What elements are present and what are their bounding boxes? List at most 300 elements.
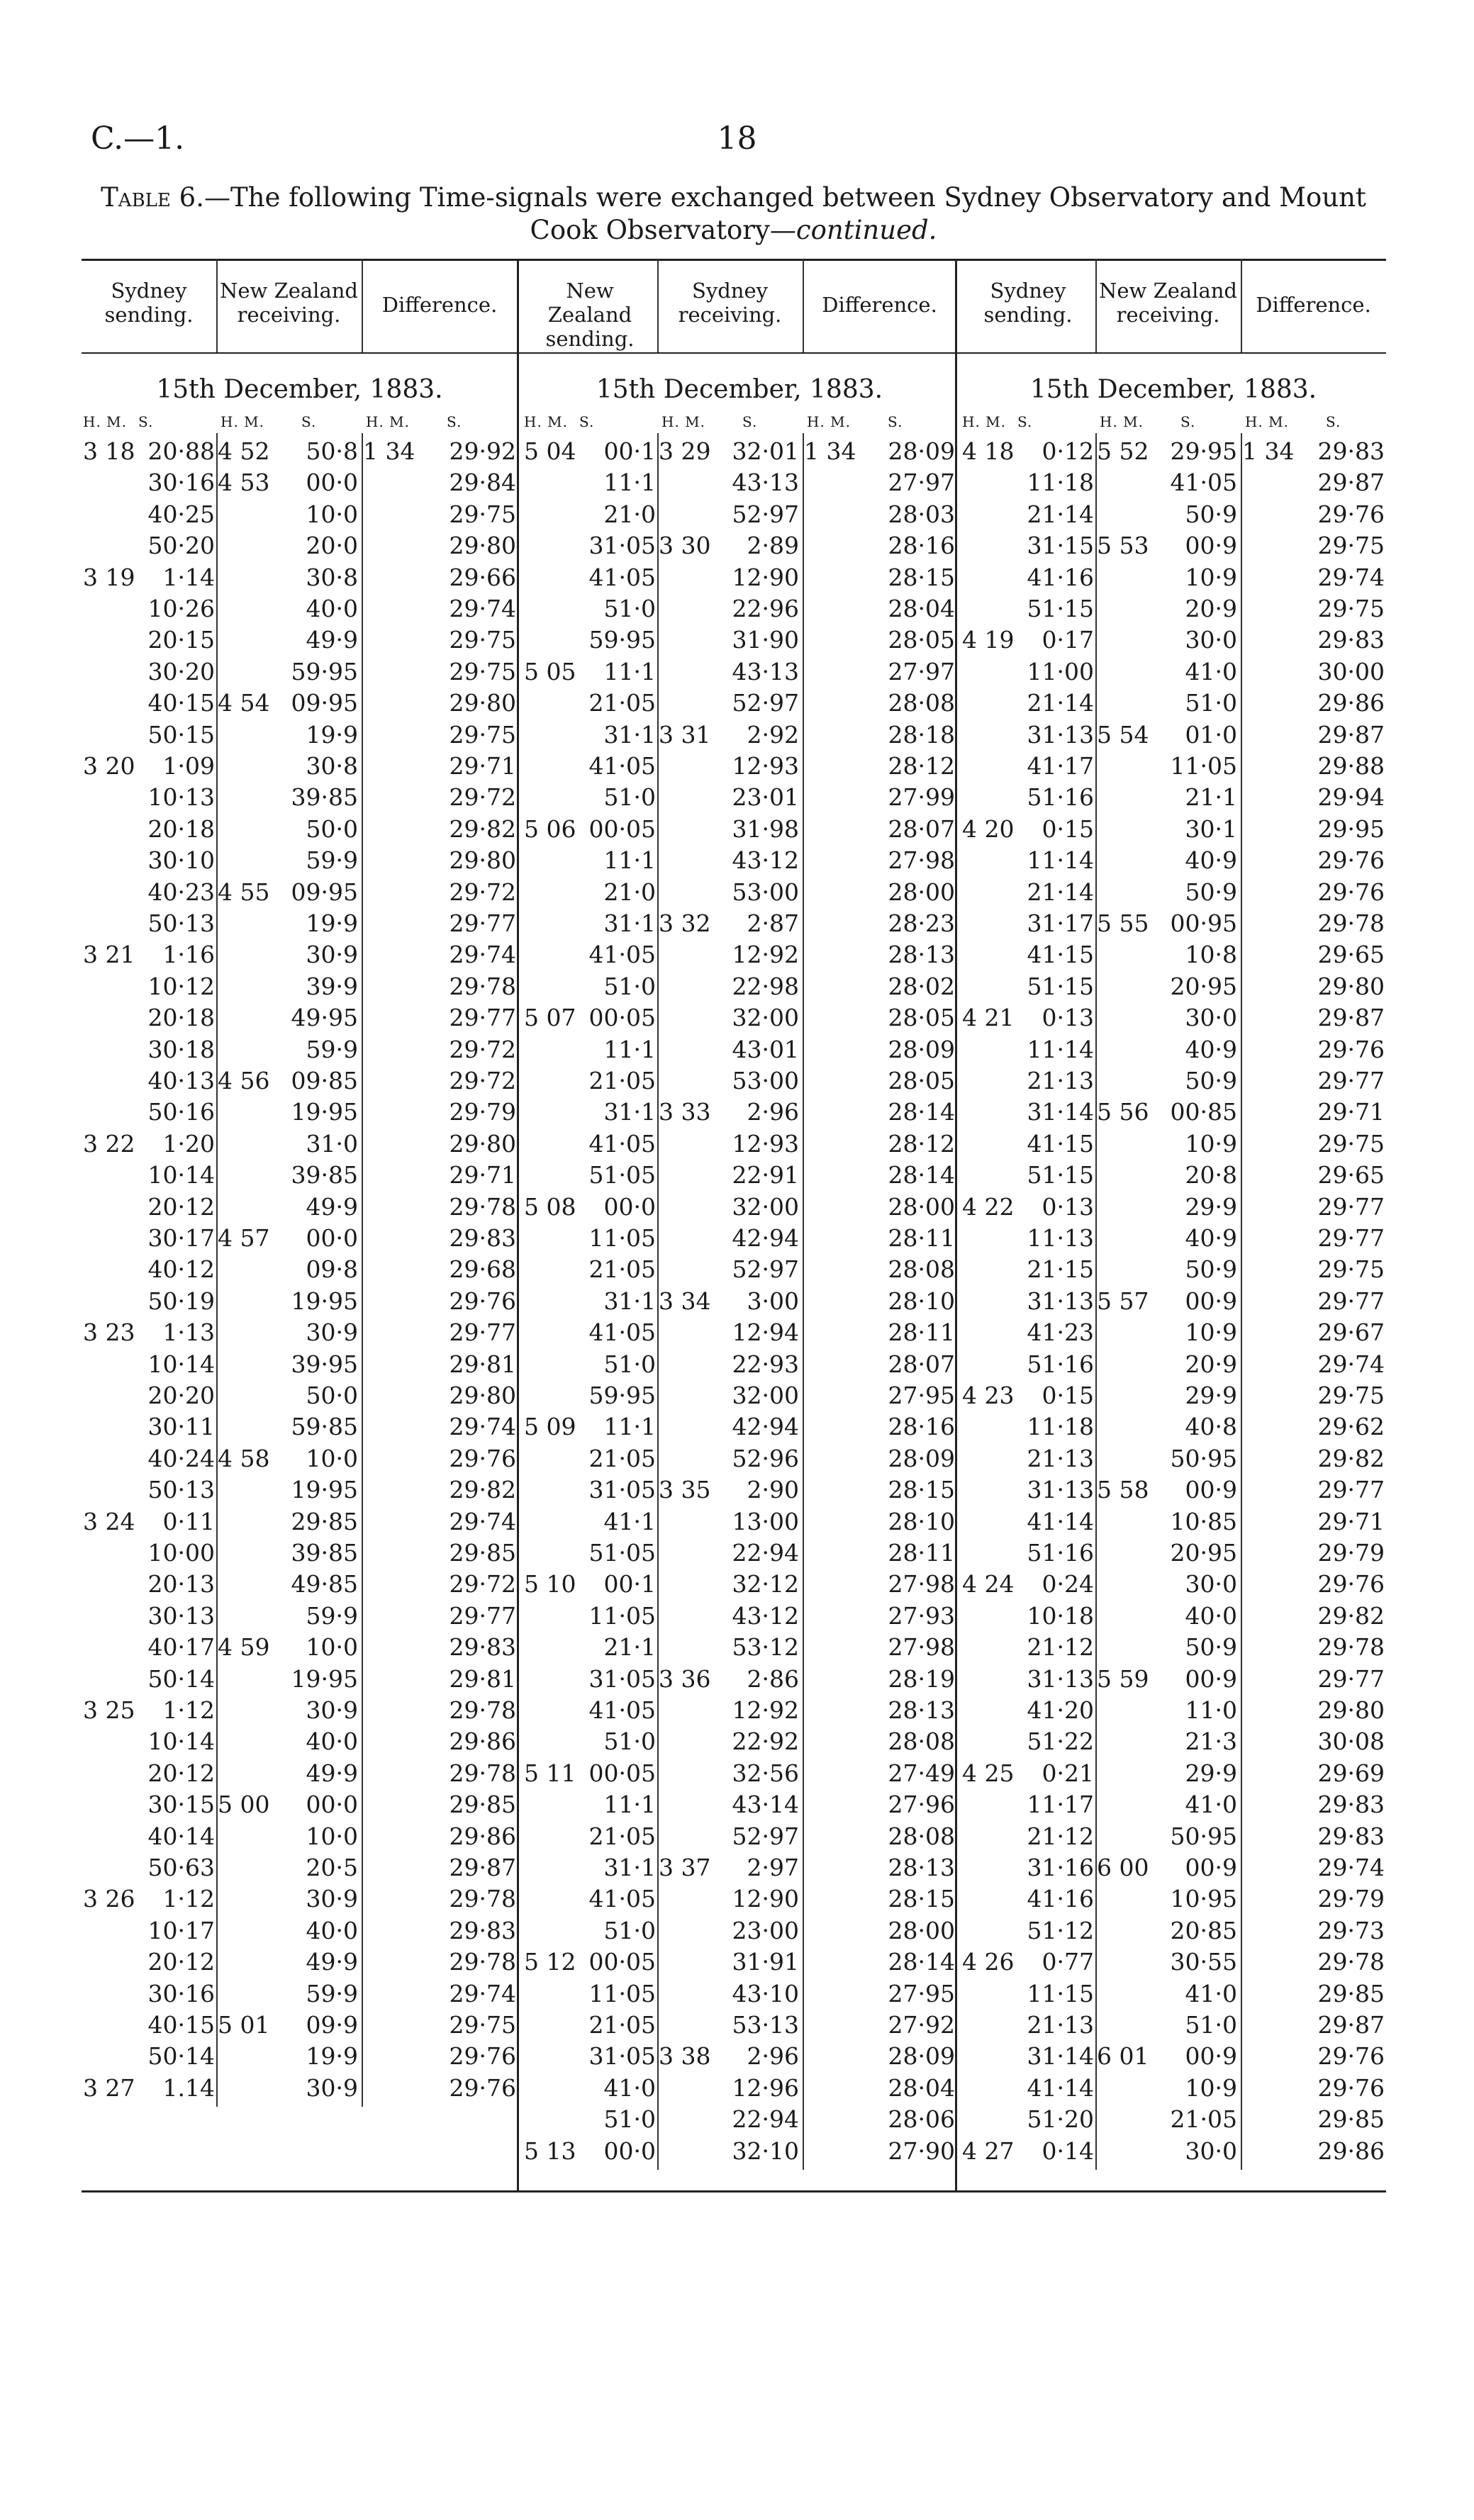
seconds-cell: 1·20 xyxy=(162,1129,215,1158)
seconds-cell: 40·23 xyxy=(147,878,215,906)
hour-minute-cell: 4 24 xyxy=(962,1570,1015,1598)
seconds-cell: 00·0 xyxy=(603,2137,656,2165)
hour-minute-cell: 4 58 xyxy=(218,1444,270,1472)
seconds-cell: 31·98 xyxy=(732,814,799,843)
hour-minute-cell: 4 57 xyxy=(218,1224,270,1252)
seconds-cell: 21·05 xyxy=(588,1444,656,1472)
seconds-cell: 41·20 xyxy=(1027,1696,1094,1724)
seconds-cell: 43·13 xyxy=(732,657,799,685)
table-row xyxy=(523,1883,956,1915)
seconds-cell: 1·16 xyxy=(162,941,215,969)
table-row xyxy=(523,1380,956,1411)
table-row xyxy=(961,2104,1386,2135)
seconds-cell: 27·95 xyxy=(888,1979,955,2007)
seconds-cell: 12·92 xyxy=(732,1696,799,1724)
seconds-cell: 30·18 xyxy=(147,1035,215,1063)
header-column-rule xyxy=(657,259,659,352)
seconds-cell: 28·16 xyxy=(888,532,955,560)
seconds-cell: 29·83 xyxy=(449,1633,516,1662)
seconds-cell: 10·9 xyxy=(1185,1129,1237,1158)
time-signals-table xyxy=(82,259,1386,2520)
hour-minute-cell: 3 29 xyxy=(659,437,711,465)
seconds-cell: 10·14 xyxy=(147,1350,215,1378)
table-row xyxy=(82,656,518,688)
table-row xyxy=(523,1506,956,1538)
seconds-cell: 41·0 xyxy=(1185,657,1237,685)
table-row xyxy=(523,1223,956,1254)
seconds-cell: 11·18 xyxy=(1027,469,1094,497)
seconds-cell: 29·83 xyxy=(1317,1791,1385,1819)
seconds-cell: 29·78 xyxy=(1317,1633,1385,1662)
unit-label: S. xyxy=(138,413,154,430)
table-row xyxy=(961,877,1386,908)
table-row xyxy=(961,467,1386,498)
hour-minute-cell: 3 37 xyxy=(659,1854,711,1881)
seconds-cell: 29·69 xyxy=(1317,1759,1385,1787)
table-row xyxy=(961,1002,1386,1034)
seconds-cell: 29·80 xyxy=(449,1129,516,1158)
seconds-cell: 10·9 xyxy=(1185,563,1237,591)
seconds-cell: 00·05 xyxy=(588,1004,656,1032)
seconds-cell: 22·94 xyxy=(732,2105,799,2134)
table-row xyxy=(523,1411,956,1443)
header-column-rule xyxy=(216,259,218,352)
table-row xyxy=(961,436,1386,467)
seconds-cell: 41·0 xyxy=(1185,1979,1237,2007)
seconds-cell: 51·16 xyxy=(1027,1539,1094,1567)
seconds-cell: 29·74 xyxy=(1317,563,1385,591)
seconds-cell: 30·0 xyxy=(1185,1570,1237,1598)
table-row xyxy=(961,688,1386,719)
seconds-cell: 29·94 xyxy=(1317,783,1385,812)
hour-minute-cell: 4 59 xyxy=(218,1633,270,1662)
seconds-cell: 50·13 xyxy=(147,1476,215,1504)
table-row xyxy=(961,908,1386,939)
seconds-cell: 29·74 xyxy=(449,1979,516,2007)
seconds-cell: 28·07 xyxy=(888,1350,955,1378)
seconds-cell: 51·0 xyxy=(603,972,656,1000)
seconds-cell: 29·75 xyxy=(449,720,516,749)
seconds-cell: 29·65 xyxy=(1317,1161,1385,1189)
unit-label: S. xyxy=(1326,413,1341,430)
table-row xyxy=(961,530,1386,561)
seconds-cell: 29·81 xyxy=(449,1664,516,1693)
seconds-cell: 59·9 xyxy=(306,846,358,875)
table-row xyxy=(961,593,1386,625)
seconds-cell: 2·90 xyxy=(747,1476,799,1504)
seconds-cell: 51·15 xyxy=(1027,595,1094,622)
table-bottom-rule xyxy=(82,2190,1386,2193)
seconds-cell: 2·87 xyxy=(747,909,799,937)
hour-minute-cell: 6 01 xyxy=(1097,2042,1149,2071)
seconds-cell: 20·8 xyxy=(1185,1161,1237,1189)
table-row xyxy=(523,1569,956,1600)
caption-continued: continued. xyxy=(795,215,937,245)
table-row xyxy=(523,656,956,688)
table-row xyxy=(523,1129,956,1160)
seconds-cell: 1·09 xyxy=(162,752,215,780)
table-row xyxy=(82,877,518,908)
seconds-cell: 32·01 xyxy=(732,437,799,465)
seconds-cell: 40·17 xyxy=(147,1633,215,1662)
table-row xyxy=(523,845,956,876)
table-row xyxy=(82,2041,518,2072)
seconds-cell: 29·76 xyxy=(449,2042,516,2071)
seconds-cell: 0·17 xyxy=(1042,626,1094,654)
column-header: Difference. xyxy=(1256,293,1371,317)
seconds-cell: 27·90 xyxy=(888,2137,955,2165)
seconds-cell: 29·77 xyxy=(449,1601,516,1630)
hour-minute-cell: 3 32 xyxy=(659,909,711,937)
seconds-cell: 29·83 xyxy=(1317,437,1385,465)
seconds-cell: 21·12 xyxy=(1027,1633,1094,1662)
seconds-cell: 10·9 xyxy=(1185,1318,1237,1347)
seconds-cell: 00·9 xyxy=(1185,1664,1237,1693)
seconds-cell: 27·95 xyxy=(888,1382,955,1409)
table-row xyxy=(961,1883,1386,1915)
table-row xyxy=(523,1821,956,1852)
seconds-cell: 31·14 xyxy=(1027,1098,1094,1126)
header-column-rule xyxy=(362,259,363,352)
seconds-cell: 31·91 xyxy=(732,1948,799,1976)
table-row xyxy=(82,1601,518,1632)
seconds-cell: 51·16 xyxy=(1027,783,1094,812)
table-row xyxy=(82,1664,518,1695)
seconds-cell: 28·04 xyxy=(888,595,955,622)
seconds-cell: 00·9 xyxy=(1185,1854,1237,1881)
hour-minute-cell: 4 18 xyxy=(962,437,1015,465)
table-row xyxy=(961,656,1386,688)
seconds-cell: 21·05 xyxy=(588,1255,656,1284)
table-row xyxy=(82,1129,518,1160)
seconds-cell: 28·04 xyxy=(888,2073,955,2102)
seconds-cell: 21·15 xyxy=(1027,1255,1094,1284)
seconds-cell: 39·95 xyxy=(291,1350,358,1378)
seconds-cell: 10·0 xyxy=(306,1822,358,1850)
seconds-cell: 29·77 xyxy=(1317,1664,1385,1693)
seconds-cell: 49·85 xyxy=(291,1570,358,1598)
seconds-cell: 29·77 xyxy=(1317,1067,1385,1094)
seconds-cell: 29·83 xyxy=(449,1224,516,1252)
table-row xyxy=(82,1632,518,1663)
seconds-cell: 31·05 xyxy=(588,2042,656,2071)
seconds-cell: 11·13 xyxy=(1027,1224,1094,1252)
table-row xyxy=(523,593,956,625)
hour-minute-cell: 3 22 xyxy=(83,1129,135,1158)
table-row xyxy=(523,530,956,561)
seconds-cell: 1·12 xyxy=(162,1885,215,1913)
seconds-cell: 41·05 xyxy=(588,1696,656,1724)
seconds-cell: 29·85 xyxy=(1317,2105,1385,2134)
seconds-cell: 31·15 xyxy=(1027,532,1094,560)
seconds-cell: 29·75 xyxy=(449,626,516,654)
table-row xyxy=(523,1065,956,1097)
seconds-cell: 10·85 xyxy=(1170,1507,1237,1535)
hour-minute-cell: 3 26 xyxy=(83,1885,135,1913)
table-row xyxy=(523,1317,956,1348)
seconds-cell: 11·1 xyxy=(603,469,656,497)
seconds-cell: 00·0 xyxy=(603,1192,656,1221)
seconds-cell: 00·0 xyxy=(306,1791,358,1819)
seconds-cell: 29·86 xyxy=(1317,689,1385,717)
seconds-cell: 2·86 xyxy=(747,1664,799,1693)
seconds-cell: 10·95 xyxy=(1170,1885,1237,1913)
table-row xyxy=(523,1192,956,1223)
seconds-cell: 10·00 xyxy=(147,1539,215,1567)
seconds-cell: 20·95 xyxy=(1170,1539,1237,1567)
seconds-cell: 28·11 xyxy=(888,1318,955,1347)
table-row xyxy=(82,1852,518,1883)
hour-minute-cell: 4 22 xyxy=(962,1192,1015,1221)
seconds-cell: 41·05 xyxy=(588,1318,656,1347)
hour-minute-cell: 4 53 xyxy=(218,469,270,497)
seconds-cell: 20·95 xyxy=(1170,972,1237,1000)
seconds-cell: 22·96 xyxy=(732,595,799,622)
seconds-cell: 41·23 xyxy=(1027,1318,1094,1347)
seconds-cell: 21·05 xyxy=(588,689,656,717)
seconds-cell: 21·1 xyxy=(603,1633,656,1662)
hour-minute-cell: 4 26 xyxy=(962,1948,1015,1976)
seconds-cell: 09·95 xyxy=(291,878,358,906)
seconds-cell: 28·00 xyxy=(888,878,955,906)
table-row xyxy=(82,1411,518,1443)
seconds-cell: 30·55 xyxy=(1170,1948,1237,1976)
seconds-cell: 11·14 xyxy=(1027,846,1094,875)
seconds-cell: 21·05 xyxy=(1170,2105,1237,2134)
seconds-cell: 29·75 xyxy=(1317,595,1385,622)
seconds-cell: 28·14 xyxy=(888,1948,955,1976)
table-row xyxy=(82,1034,518,1065)
table-row xyxy=(961,2073,1386,2104)
seconds-cell: 21·0 xyxy=(603,878,656,906)
seconds-cell: 32·00 xyxy=(732,1192,799,1221)
seconds-cell: 00·85 xyxy=(1170,1098,1237,1126)
seconds-cell: 59·95 xyxy=(588,1382,656,1409)
table-row xyxy=(523,1852,956,1883)
seconds-cell: 28·09 xyxy=(888,1035,955,1063)
seconds-cell: 43·13 xyxy=(732,469,799,497)
seconds-cell: 50·14 xyxy=(147,2042,215,2071)
hour-minute-cell: 4 52 xyxy=(218,437,270,465)
seconds-cell: 43·01 xyxy=(732,1035,799,1063)
table-row xyxy=(961,782,1386,813)
seconds-cell: 00·9 xyxy=(1185,2042,1237,2071)
hour-minute-cell: 5 58 xyxy=(1097,1476,1149,1504)
table-row xyxy=(523,1978,956,2010)
seconds-cell: 29·76 xyxy=(1317,1570,1385,1598)
table-row xyxy=(82,1097,518,1128)
seconds-cell: 09·95 xyxy=(291,689,358,717)
seconds-cell: 28·09 xyxy=(888,437,955,465)
table-row xyxy=(82,562,518,593)
seconds-cell: 41·1 xyxy=(603,1507,656,1535)
seconds-cell: 29·72 xyxy=(449,1067,516,1094)
seconds-cell: 00·95 xyxy=(1170,909,1237,937)
seconds-cell: 19·9 xyxy=(306,2042,358,2071)
seconds-cell: 27·96 xyxy=(888,1791,955,1819)
seconds-cell: 28·08 xyxy=(888,1822,955,1850)
seconds-cell: 20·5 xyxy=(306,1854,358,1881)
seconds-cell: 20·15 xyxy=(147,626,215,654)
seconds-cell: 31·1 xyxy=(603,1287,656,1315)
seconds-cell: 12·93 xyxy=(732,1129,799,1158)
table-row xyxy=(523,1097,956,1128)
seconds-cell: 29·9 xyxy=(1185,1382,1237,1409)
seconds-cell: 32·00 xyxy=(732,1004,799,1032)
seconds-cell: 11·14 xyxy=(1027,1035,1094,1063)
seconds-cell: 29·74 xyxy=(1317,1350,1385,1378)
seconds-cell: 31·90 xyxy=(732,626,799,654)
table-row xyxy=(523,782,956,813)
page-header-code: C.—1. xyxy=(91,121,185,157)
table-row xyxy=(82,1160,518,1191)
seconds-cell: 59·95 xyxy=(588,626,656,654)
seconds-cell: 28·00 xyxy=(888,1192,955,1221)
seconds-cell: 49·9 xyxy=(306,1192,358,1221)
seconds-cell: 29·86 xyxy=(449,1822,516,1850)
hour-minute-cell: 3 25 xyxy=(83,1696,135,1724)
seconds-cell: 1·12 xyxy=(162,1696,215,1724)
seconds-cell: 39·85 xyxy=(291,1161,358,1189)
seconds-cell: 41·15 xyxy=(1027,1129,1094,1158)
seconds-cell: 29·62 xyxy=(1317,1413,1385,1441)
seconds-cell: 30·20 xyxy=(147,657,215,685)
table-row xyxy=(961,939,1386,970)
table-row xyxy=(523,1286,956,1317)
seconds-cell: 42·94 xyxy=(732,1224,799,1252)
hour-minute-cell: 3 33 xyxy=(659,1098,711,1126)
seconds-cell: 53·00 xyxy=(732,878,799,906)
seconds-cell: 22·98 xyxy=(732,972,799,1000)
seconds-cell: 21·12 xyxy=(1027,1822,1094,1850)
table-row xyxy=(523,2136,956,2167)
seconds-cell: 31·13 xyxy=(1027,1287,1094,1315)
table-row xyxy=(82,1380,518,1411)
hour-minute-cell: 4 19 xyxy=(962,626,1015,654)
table-row xyxy=(82,436,518,467)
seconds-cell: 29·92 xyxy=(449,437,516,465)
seconds-cell: 12·92 xyxy=(732,941,799,969)
seconds-cell: 10·0 xyxy=(306,500,358,528)
seconds-cell: 40·8 xyxy=(1185,1413,1237,1441)
seconds-cell: 41·05 xyxy=(588,1129,656,1158)
seconds-cell: 21·0 xyxy=(603,500,656,528)
column-header: Difference. xyxy=(381,293,498,317)
seconds-cell: 10·18 xyxy=(1027,1601,1094,1630)
table-row xyxy=(961,1317,1386,1348)
unit-label: H. M. xyxy=(1100,413,1144,430)
seconds-cell: 22·94 xyxy=(732,1539,799,1567)
seconds-cell: 29·95 xyxy=(1170,437,1237,465)
seconds-cell: 29·80 xyxy=(449,532,516,560)
hour-minute-cell: 5 04 xyxy=(524,437,576,465)
table-row xyxy=(523,719,956,751)
seconds-cell: 51·0 xyxy=(1185,689,1237,717)
seconds-cell: 00·9 xyxy=(1185,1287,1237,1315)
seconds-cell: 20·18 xyxy=(147,814,215,843)
table-row xyxy=(82,782,518,813)
seconds-cell: 51·0 xyxy=(603,595,656,622)
seconds-cell: 12·94 xyxy=(732,1318,799,1347)
seconds-cell: 28·15 xyxy=(888,563,955,591)
table-row xyxy=(523,562,956,593)
seconds-cell: 30·8 xyxy=(306,752,358,780)
seconds-cell: 29·76 xyxy=(1317,2042,1385,2071)
hour-minute-cell: 1 34 xyxy=(804,437,856,465)
column-header: Difference. xyxy=(822,293,937,317)
table-row xyxy=(82,1223,518,1254)
seconds-cell: 40·0 xyxy=(1185,1601,1237,1630)
block-date-title: 15th December, 1883. xyxy=(1029,375,1317,404)
seconds-cell: 28·08 xyxy=(888,689,955,717)
seconds-cell: 29·72 xyxy=(449,783,516,812)
hour-minute-cell: 5 53 xyxy=(1097,532,1149,560)
caption-text: —The following Time-signals were exchanged between Sydney Observatory and Mount Cook Observatory— xyxy=(203,182,1366,245)
seconds-cell: 29·76 xyxy=(1317,878,1385,906)
seconds-cell: 29·79 xyxy=(1317,1885,1385,1913)
seconds-cell: 20·0 xyxy=(306,532,358,560)
table-row xyxy=(82,1758,518,1789)
table-row xyxy=(523,1664,956,1695)
seconds-cell: 11·00 xyxy=(1027,657,1094,685)
seconds-cell: 29·87 xyxy=(1317,1004,1385,1032)
seconds-cell: 29·87 xyxy=(1317,720,1385,749)
seconds-cell: 28·09 xyxy=(888,1444,955,1472)
seconds-cell: 50·9 xyxy=(1185,500,1237,528)
seconds-cell: 10·12 xyxy=(147,972,215,1000)
hour-minute-cell: 5 52 xyxy=(1097,437,1149,465)
seconds-cell: 50·9 xyxy=(1185,1633,1237,1662)
seconds-cell: 29·80 xyxy=(1317,972,1385,1000)
seconds-cell: 31·14 xyxy=(1027,2042,1094,2071)
table-row xyxy=(82,2010,518,2041)
seconds-cell: 29·75 xyxy=(1317,1382,1385,1409)
seconds-cell: 31·05 xyxy=(588,532,656,560)
seconds-cell: 51·0 xyxy=(603,783,656,812)
seconds-cell: 21·13 xyxy=(1027,1444,1094,1472)
table-row xyxy=(961,562,1386,593)
hour-minute-cell: 5 05 xyxy=(524,657,576,685)
seconds-cell: 19·95 xyxy=(291,1664,358,1693)
table-row xyxy=(961,1443,1386,1474)
seconds-cell: 00·05 xyxy=(588,1948,656,1976)
hour-minute-cell: 5 07 xyxy=(524,1004,576,1032)
table-row xyxy=(523,939,956,970)
seconds-cell: 30·10 xyxy=(147,846,215,875)
block-separator-rule xyxy=(517,259,519,2190)
hour-minute-cell: 3 18 xyxy=(83,437,135,465)
hour-minute-cell: 1 34 xyxy=(363,437,415,465)
seconds-cell: 28·09 xyxy=(888,2042,955,2071)
seconds-cell: 28·08 xyxy=(888,1727,955,1756)
seconds-cell: 09·9 xyxy=(306,2011,358,2039)
seconds-cell: 29·75 xyxy=(1317,1255,1385,1284)
seconds-cell: 22·92 xyxy=(732,1727,799,1756)
seconds-cell: 28·18 xyxy=(888,720,955,749)
seconds-cell: 21·14 xyxy=(1027,689,1094,717)
seconds-cell: 00·1 xyxy=(603,1570,656,1598)
seconds-cell: 40·13 xyxy=(147,1067,215,1094)
seconds-cell: 29·77 xyxy=(1317,1287,1385,1315)
seconds-cell: 29·83 xyxy=(1317,1822,1385,1850)
seconds-cell: 12·90 xyxy=(732,1885,799,1913)
hour-minute-cell: 5 54 xyxy=(1097,720,1149,749)
seconds-cell: 28·11 xyxy=(888,1224,955,1252)
table-row xyxy=(82,751,518,782)
seconds-cell: 28·13 xyxy=(888,941,955,969)
seconds-cell: 1·14 xyxy=(162,563,215,591)
seconds-cell: 29·85 xyxy=(291,1507,358,1535)
